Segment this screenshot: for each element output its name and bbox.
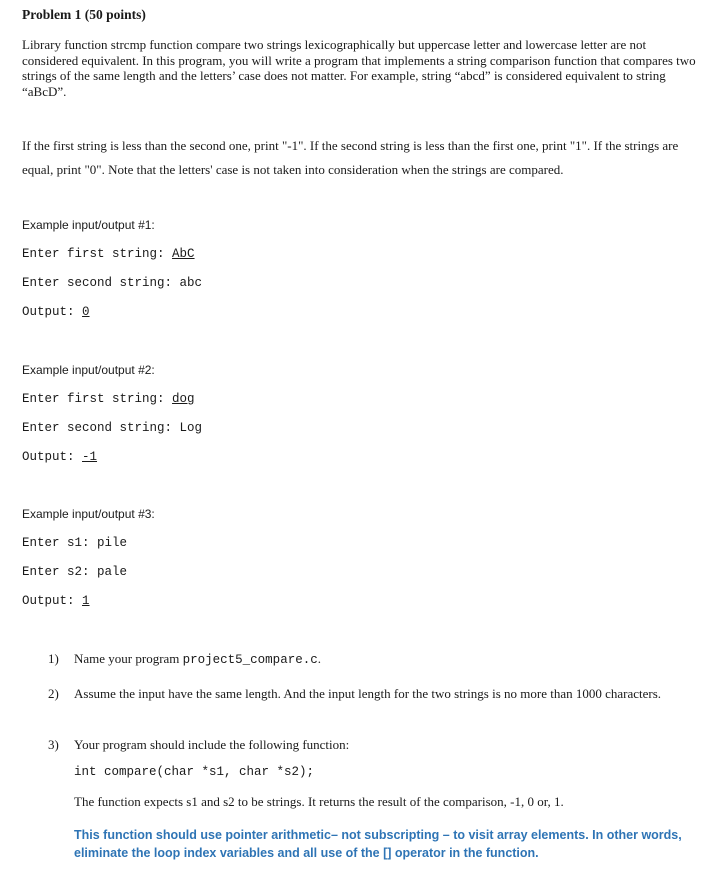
example-2-line-2 bbox=[22, 421, 202, 435]
requirement-1-text bbox=[74, 651, 694, 668]
example-1-line-2 bbox=[22, 276, 202, 290]
example-1-output-value: 0 bbox=[82, 305, 90, 319]
example-2-line-1-value: dog bbox=[172, 392, 195, 406]
example-1-line-1 bbox=[22, 247, 195, 261]
example-1-output bbox=[22, 305, 90, 319]
function-signature: int compare(char *s1, char *s2); bbox=[74, 765, 315, 779]
function-explanation: The function expects s1 and s2 to be strings. It returns the result of the comparison, -1, 0 or, 1. bbox=[74, 794, 564, 809]
example-3-line-2-label: Enter s2: bbox=[22, 565, 98, 579]
requirement-3-number: 3) bbox=[48, 737, 59, 752]
example-3-line-2 bbox=[22, 565, 127, 579]
example-1-line-1-value: AbC bbox=[172, 247, 195, 261]
example-2-output-label: Output: bbox=[22, 450, 83, 464]
intro-paragraph: Library function strcmp function compare two strings lexicographically but uppercase letter and lowercase letter are not considered equivalent. In this program, you will write a program that implements a string comparison function that compares two strings of the same length and the letters’ case does not matter. For example, string “abcd” is considered equivalent to string “aBcD”. bbox=[22, 37, 696, 99]
example-2-output-value: -1 bbox=[82, 450, 98, 464]
example-1-heading: Example input/output #1: bbox=[22, 218, 155, 232]
example-2-heading: Example input/output #2: bbox=[22, 363, 155, 377]
example-1-line-2-label: Enter second string: bbox=[22, 276, 180, 290]
problem-title: Problem 1 (50 points) bbox=[22, 7, 146, 22]
example-1-line-1-label: Enter first string: bbox=[22, 247, 173, 261]
requirement-2-text: Assume the input have the same length. And the input length for the two strings is no more than 1000 characters. bbox=[74, 686, 662, 701]
rules-paragraph: If the first string is less than the second one, print "-1". If the second string is less than the first one, print "1". If the strings are equal, print "0". Note that the letters' case is not taken into consideration when the strings are compared. bbox=[22, 138, 679, 177]
example-3-heading: Example input/output #3: bbox=[22, 507, 155, 521]
requirement-3-text: Your program should include the following function: bbox=[74, 737, 350, 752]
example-1-line-2-value: abc bbox=[179, 276, 203, 290]
example-2-output bbox=[22, 450, 97, 464]
example-2-line-1-label: Enter first string: bbox=[22, 392, 173, 406]
example-3-line-2-value: pale bbox=[97, 565, 128, 579]
requirement-1-number: 1) bbox=[48, 651, 59, 666]
example-3-line-1-value: pile bbox=[97, 536, 128, 550]
pointer-arithmetic-note: This function should use pointer arithmetic– not subscripting – to visit array elements. In other words, eliminate the loop index variables and all use of the [] operator in the function. bbox=[74, 828, 682, 860]
requirement-1-suffix: . bbox=[317, 651, 321, 666]
example-2-line-1 bbox=[22, 392, 195, 406]
program-filename: project5_compare.c bbox=[182, 653, 318, 667]
example-2-line-2-value: Log bbox=[179, 421, 203, 435]
example-1-output-label: Output: bbox=[22, 305, 83, 319]
requirement-2-number: 2) bbox=[48, 686, 59, 701]
example-3-output-value: 1 bbox=[82, 594, 90, 608]
requirement-1-lead: Name your program bbox=[74, 651, 183, 666]
example-3-output-label: Output: bbox=[22, 594, 83, 608]
example-3-output bbox=[22, 594, 90, 608]
example-3-line-1 bbox=[22, 536, 127, 550]
example-3-line-1-label: Enter s1: bbox=[22, 536, 98, 550]
example-2-line-2-label: Enter second string: bbox=[22, 421, 180, 435]
